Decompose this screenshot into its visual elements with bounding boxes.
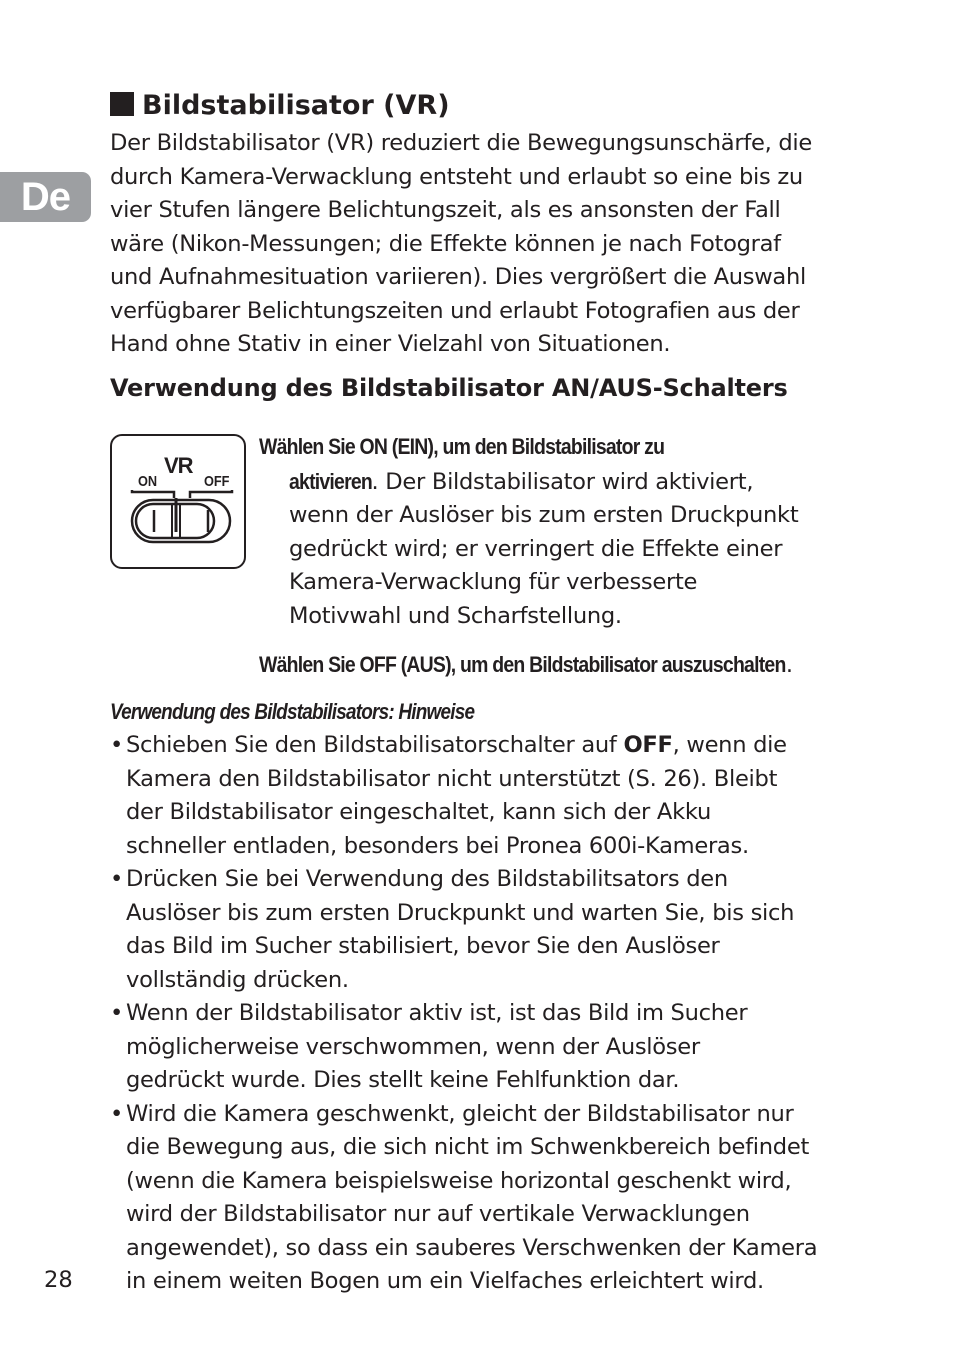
vr-label: VR xyxy=(164,453,193,478)
on-instruction-line: Motivwahl und Scharfstellung. xyxy=(289,602,622,629)
note-line: (wenn die Kamera beispielsweise horizontal geschenkt wird, xyxy=(126,1167,792,1194)
off-label: OFF xyxy=(204,471,230,490)
bullet: • xyxy=(110,732,124,758)
note-line: vollständig drücken. xyxy=(126,966,349,993)
intro-line: und Aufnahmesituation variieren). Dies vergrößert die Auswahl xyxy=(110,264,806,290)
section-title-text: Bildstabilisator (VR) xyxy=(142,90,450,121)
note-item xyxy=(110,863,870,997)
intro-line: vier Stufen längere Belichtungszeit, als es ansonsten der Fall xyxy=(110,197,781,223)
language-tab: De xyxy=(0,172,91,222)
note-text: Schieben Sie den Bildstabilisatorschalter auf xyxy=(126,732,624,758)
intro-line: Der Bildstabilisator (VR) reduziert die Bewegungsunschärfe, die xyxy=(110,130,812,156)
note-line: der Bildstabilisator eingeschaltet, kann sich der Akku xyxy=(126,799,711,825)
on-instruction-line: wenn der Auslöser bis zum ersten Druckpunkt xyxy=(289,502,799,528)
on-instruction-line: Kamera-Verwacklung für verbesserte xyxy=(289,569,698,595)
off-instruction-bold: Wählen Sie OFF (AUS), um den Bildstabilisator auszuschalten xyxy=(259,652,786,677)
intro-line: wäre (Nikon-Messungen; die Effekte können je nach Fotograf xyxy=(110,230,781,257)
note-item xyxy=(110,1098,870,1299)
intro-line: durch Kamera-Verwacklung entsteht und erlaubt so eine bis zu xyxy=(110,163,803,190)
section-title xyxy=(110,86,450,126)
on-instruction-bold-2: aktivieren xyxy=(289,468,373,494)
note-line: Auslöser bis zum ersten Druckpunkt und warten Sie, bis sich xyxy=(126,899,795,926)
note-item xyxy=(110,729,870,863)
note-line: Wird die Kamera geschwenkt, gleicht der Bildstabilisator nur xyxy=(126,1100,794,1127)
note-line: gedrückt wurde. Dies stellt keine Fehlfunktion dar. xyxy=(126,1067,680,1093)
intro-paragraph xyxy=(110,127,870,362)
note-line: in einem weiten Bogen um ein Vielfaches erleichtert wird. xyxy=(126,1268,764,1294)
vr-switch-illustration xyxy=(110,434,246,569)
note-line: Kamera den Bildstabilisator nicht unterstützt (S. 26). Bleibt xyxy=(126,765,778,792)
bullet: • xyxy=(110,1100,124,1127)
on-instruction-bold: Wählen Sie ON (EIN), um den Bildstabilisator zu xyxy=(259,434,665,459)
note-line: das Bild im Sucher stabilisiert, bevor Sie den Auslöser xyxy=(126,933,720,959)
note-line: die Bewegung aus, die sich nicht im Schwenkbereich befindet xyxy=(126,1134,810,1160)
intro-line: Hand ohne Stativ in einer Vielzahl von Situationen. xyxy=(110,331,671,357)
on-instruction-text: . Der Bildstabilisator wird aktiviert, xyxy=(371,468,754,495)
note-line: wird der Bildstabilisator nur auf vertikale Verwacklungen xyxy=(126,1201,750,1227)
off-instruction-end: . xyxy=(785,652,794,678)
note-item xyxy=(110,997,870,1098)
note-line: Drücken Sie bei Verwendung des Bildstabilitsators den xyxy=(126,866,728,892)
note-line: schneller entladen, besonders bei Pronea 600i-Kameras. xyxy=(126,832,749,859)
subheading: Verwendung des Bildstabilisator AN/AUS-Schalters xyxy=(110,374,788,402)
note-text: , wenn die xyxy=(672,732,787,758)
note-bold-off: OFF xyxy=(623,732,673,758)
on-label: ON xyxy=(138,471,158,490)
note-line: angewendet), so dass ein sauberes Verschwenken der Kamera xyxy=(126,1234,818,1261)
bullet: • xyxy=(110,1000,124,1026)
notes-list xyxy=(110,729,870,1299)
on-instruction-line: gedrückt wird; er verringert die Effekte einer xyxy=(289,535,783,562)
on-instruction xyxy=(259,430,859,633)
off-instruction xyxy=(259,648,793,683)
page-number: 28 xyxy=(44,1267,73,1293)
section-square-icon xyxy=(110,92,134,116)
notes-heading: Verwendung des Bildstabilisators: Hinweise xyxy=(110,699,475,724)
intro-line: verfügbarer Belichtungszeiten und erlaubt Fotografien aus der xyxy=(110,297,800,324)
note-line: Wenn der Bildstabilisator aktiv ist, ist das Bild im Sucher xyxy=(126,1000,748,1026)
bullet: • xyxy=(110,866,124,892)
note-line: möglicherweise verschwommen, wenn der Auslöser xyxy=(126,1033,700,1060)
vr-switch-icon xyxy=(112,436,244,567)
